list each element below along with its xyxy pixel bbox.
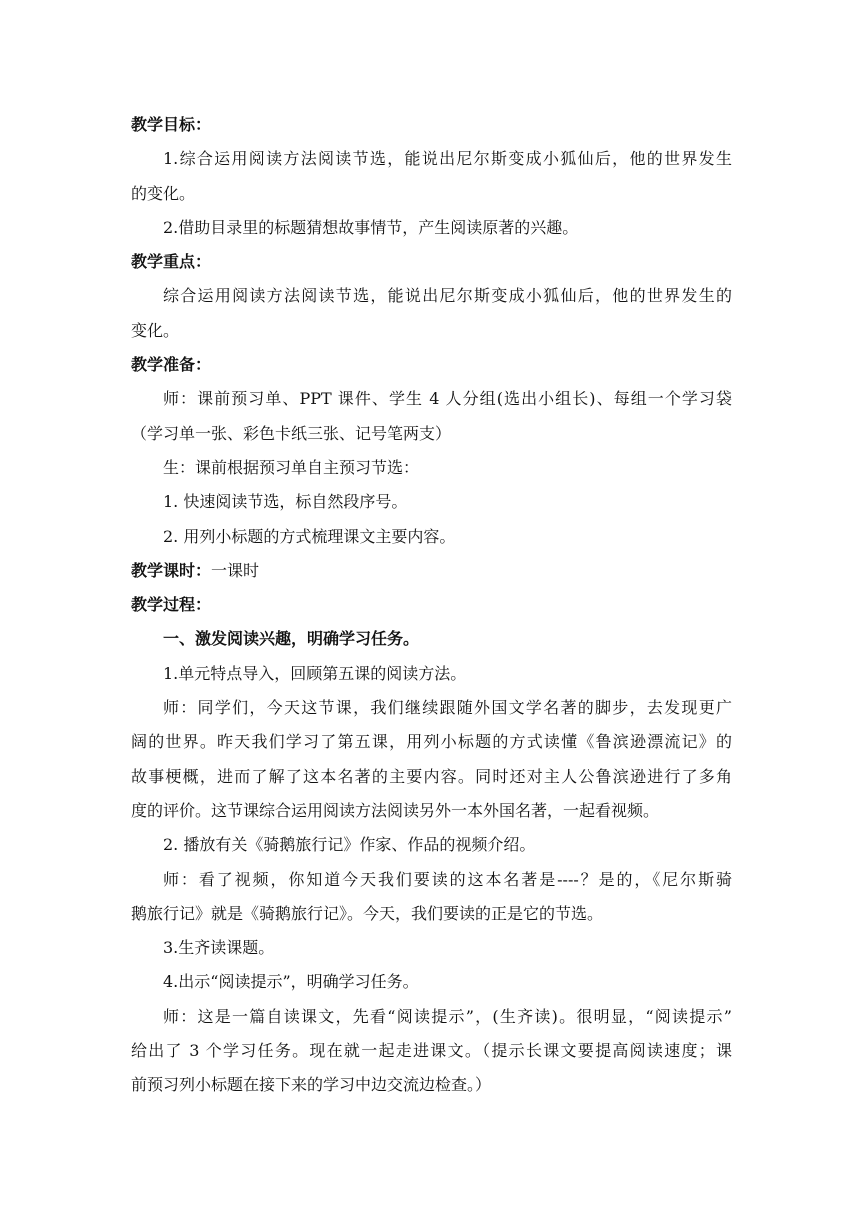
- class-hours-row: [131, 554, 732, 588]
- preparation-heading: 教学准备：: [131, 355, 212, 375]
- process-paragraph-4-line-2: 鹅旅行记》就是《骑鹅旅行记》。今天，我们要读的正是它的节选。: [131, 903, 604, 923]
- process-paragraph-7-line-2: 给出了 3 个学习任务。现在就一起走进课文。（提示长课文要提高阅读速度；课: [131, 1041, 732, 1061]
- objective-2: 2.借助目录里的标题猜想故事情节，产生阅读原著的兴趣。: [163, 217, 579, 237]
- teacher-preparation-line-1: 师：课前预习单、PPT 课件、学生 4 人分组(选出小组长)、每组一个学习袋: [163, 389, 732, 409]
- process-paragraph-2-line-1: 师：同学们，今天这节课，我们继续跟随外国文学名著的脚步，去发现更广: [163, 698, 732, 718]
- teacher-preparation-line-2: （学习单一张、彩色卡纸三张、记号笔两支）: [131, 423, 452, 443]
- process-paragraph-2-line-4: 度的评价。这节课综合运用阅读方法阅读另外一本外国名著，一起看视频。: [131, 800, 660, 820]
- process-heading: 教学过程：: [131, 595, 212, 615]
- key-points-line-1: 综合运用阅读方法阅读节选，能说出尼尔斯变成小狐仙后，他的世界发生的: [163, 286, 732, 306]
- process-paragraph-7-line-1: 师：这是一篇自读课文，先看“阅读提示”，(生齐读)。很明显，“阅读提示”: [163, 1006, 732, 1026]
- key-points-heading: 教学重点：: [131, 252, 212, 272]
- process-paragraph-3: 2. 播放有关《骑鹅旅行记》作家、作品的视频介绍。: [163, 835, 536, 855]
- objectives-heading: 教学目标：: [131, 115, 212, 134]
- objective-1-line-2: 的变化。: [131, 183, 196, 203]
- key-points-line-2: 变化。: [131, 320, 180, 340]
- process-paragraph-6: 4.出示“阅读提示”，明确学习任务。: [163, 972, 419, 992]
- process-paragraph-2-line-2: 阔的世界。昨天我们学习了第五课，用列小标题的方式读懂《鲁滨逊漂流记》的: [131, 732, 732, 752]
- section-1-title: 一、激发阅读兴趣，明确学习任务。: [163, 629, 420, 649]
- process-paragraph-7-line-3: 前预习列小标题在接下来的学习中边交流边检查。）: [131, 1075, 492, 1095]
- preview-step-1: 1. 快速阅读节选，标自然段序号。: [163, 492, 408, 512]
- process-paragraph-2-line-3: 故事梗概，进而了解了这本名著的主要内容。同时还对主人公鲁滨逊进行了多角: [131, 766, 732, 786]
- objective-1-line-1: 1.综合运用阅读方法阅读节选，能说出尼尔斯变成小狐仙后，他的世界发生: [163, 149, 732, 169]
- process-paragraph-5: 3.生齐读课题。: [163, 938, 275, 958]
- student-preparation: 生：课前根据预习单自主预习节选：: [163, 457, 420, 477]
- process-paragraph-4-line-1: 师：看了视频，你知道今天我们要读的这本名著是----？是的，《尼尔斯骑: [163, 869, 732, 889]
- class-hours-value: 一课时: [211, 560, 260, 580]
- process-paragraph-1: 1.单元特点导入，回顾第五课的阅读方法。: [163, 663, 467, 683]
- class-hours-heading: 教学课时：: [131, 560, 212, 580]
- preview-step-2: 2. 用列小标题的方式梳理课文主要内容。: [163, 526, 456, 546]
